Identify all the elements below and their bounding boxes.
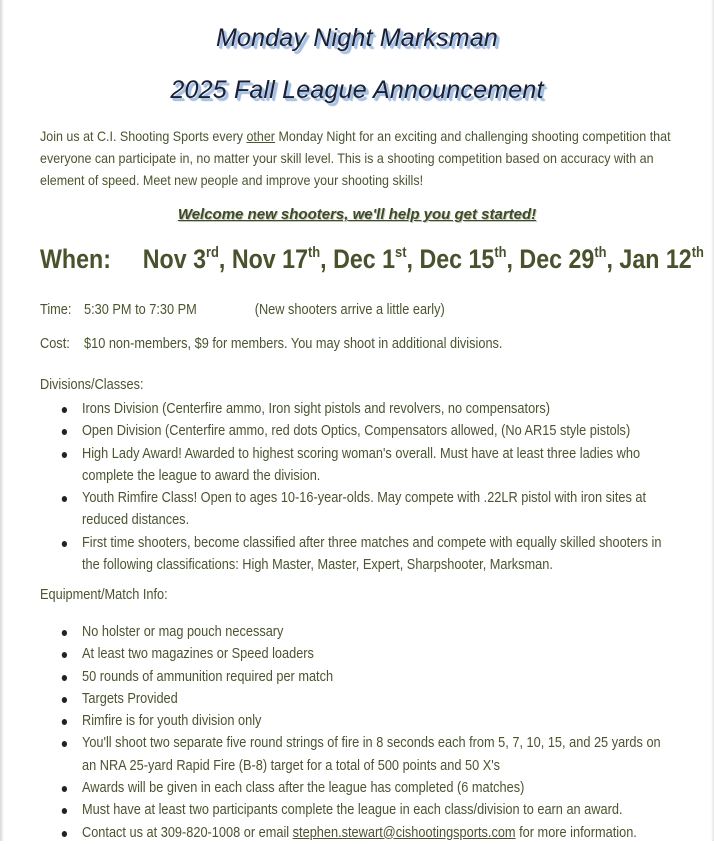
when-date: Jan 12th	[619, 244, 704, 274]
cost-row	[40, 336, 502, 352]
equipment-heading: Equipment/Match Info:	[40, 587, 168, 603]
bullet-icon	[62, 697, 67, 703]
email-link[interactable]: stephen.stewart@cishootingsports.com	[292, 824, 516, 841]
list-item: Open Division (Centerfire ammo, red dots Optics, Compensators allowed, (No AR15 style pistols)	[60, 420, 676, 442]
list-item: You'll shoot two separate five round strings of fire in 8 seconds each from 5, 7, 10, 15, and 25 yards on an NRA 25-yard Rapid Fire (B-8) target for a total of 500 points and 50 X's	[60, 732, 676, 777]
bullet-icon	[62, 741, 67, 747]
bullet-icon	[62, 652, 67, 658]
list-item: Must have at least two participants complete the league in each class/division to earn an award.	[60, 799, 676, 821]
bullet-icon	[62, 786, 67, 792]
bullet-icon	[62, 719, 67, 725]
bullet-icon	[62, 407, 67, 413]
cost-value: $10 non-members, $9 for members. You may shoot in additional divisions.	[84, 336, 503, 352]
cost-label: Cost:	[40, 336, 70, 352]
time-note: (New shooters arrive a little early)	[254, 302, 445, 318]
contact-text-end: for more information.	[515, 824, 637, 841]
welcome-banner: Welcome new shooters, we'll help you get started!	[177, 206, 537, 223]
bullet-icon	[62, 831, 67, 837]
time-value: 5:30 PM to 7:30 PM	[84, 302, 197, 318]
when-label: When:	[40, 244, 111, 274]
bullet-icon	[62, 630, 67, 636]
intro-text-end: Monday Night for an exciting and challenging shooting competition that everyone can participate in, no matter your skill level. This is a shooting competition based on accuracy with an element of speed. Meet new people and improve your shooting skills!	[40, 129, 671, 188]
list-item: High Lady Award! Awarded to highest scoring woman's overall. Must have at least three ladies who complete the league to award the division.	[60, 443, 676, 488]
page-left-edge	[0, 0, 4, 841]
list-item: First time shooters, become classified after three matches and compete with equally skilled shooters in the following classifications: High Master, Master, Expert, Sharpshooter, Marksman.	[60, 532, 676, 577]
when-date: Dec 1st	[333, 244, 407, 274]
bullet-icon	[62, 808, 67, 814]
when-date: Dec 15th	[419, 244, 507, 274]
list-item: Awards will be given in each class after the league has completed (6 matches)	[60, 777, 676, 799]
when-date: Nov 3rd	[142, 244, 219, 274]
bullet-icon	[62, 429, 67, 435]
intro-emphasis: other	[246, 129, 275, 144]
bullet-icon	[62, 675, 67, 681]
divisions-heading: Divisions/Classes:	[40, 377, 144, 393]
list-item: At least two magazines or Speed loaders	[60, 643, 676, 665]
when-row: When: Nov 3rd, Nov 17th, Dec 1st, Dec 15th, Dec 29th, Jan 12th	[40, 244, 704, 274]
time-label: Time:	[40, 302, 72, 318]
bullet-icon	[62, 452, 67, 458]
bullet-icon	[62, 496, 67, 502]
time-row	[40, 302, 445, 318]
list-item: Rimfire is for youth division only	[60, 710, 676, 732]
title-line-1: Monday Night Marksman	[215, 24, 499, 52]
divisions-list	[60, 398, 676, 576]
intro-text-start: Join us at C.I. Shooting Sports every	[40, 129, 247, 144]
list-item: 50 rounds of ammunition required per match	[60, 666, 676, 688]
list-item: Irons Division (Centerfire ammo, Iron sight pistols and revolvers, no compensators)	[60, 398, 676, 420]
bullet-icon	[62, 541, 67, 547]
title-line-2: 2025 Fall League Announcement	[170, 76, 544, 104]
intro-paragraph	[40, 126, 684, 192]
list-item: Youth Rimfire Class! Open to ages 10-16-year-olds. May compete with .22LR pistol with iron sites at reduced distances.	[60, 487, 676, 532]
when-date: Dec 29th	[519, 244, 607, 274]
equipment-list	[60, 621, 676, 844]
when-date: Nov 17th	[231, 244, 321, 274]
contact-text: Contact us at 309-820-1008 or email	[82, 824, 293, 841]
list-item: Targets Provided	[60, 688, 676, 710]
list-item: No holster or mag pouch necessary	[60, 621, 676, 643]
